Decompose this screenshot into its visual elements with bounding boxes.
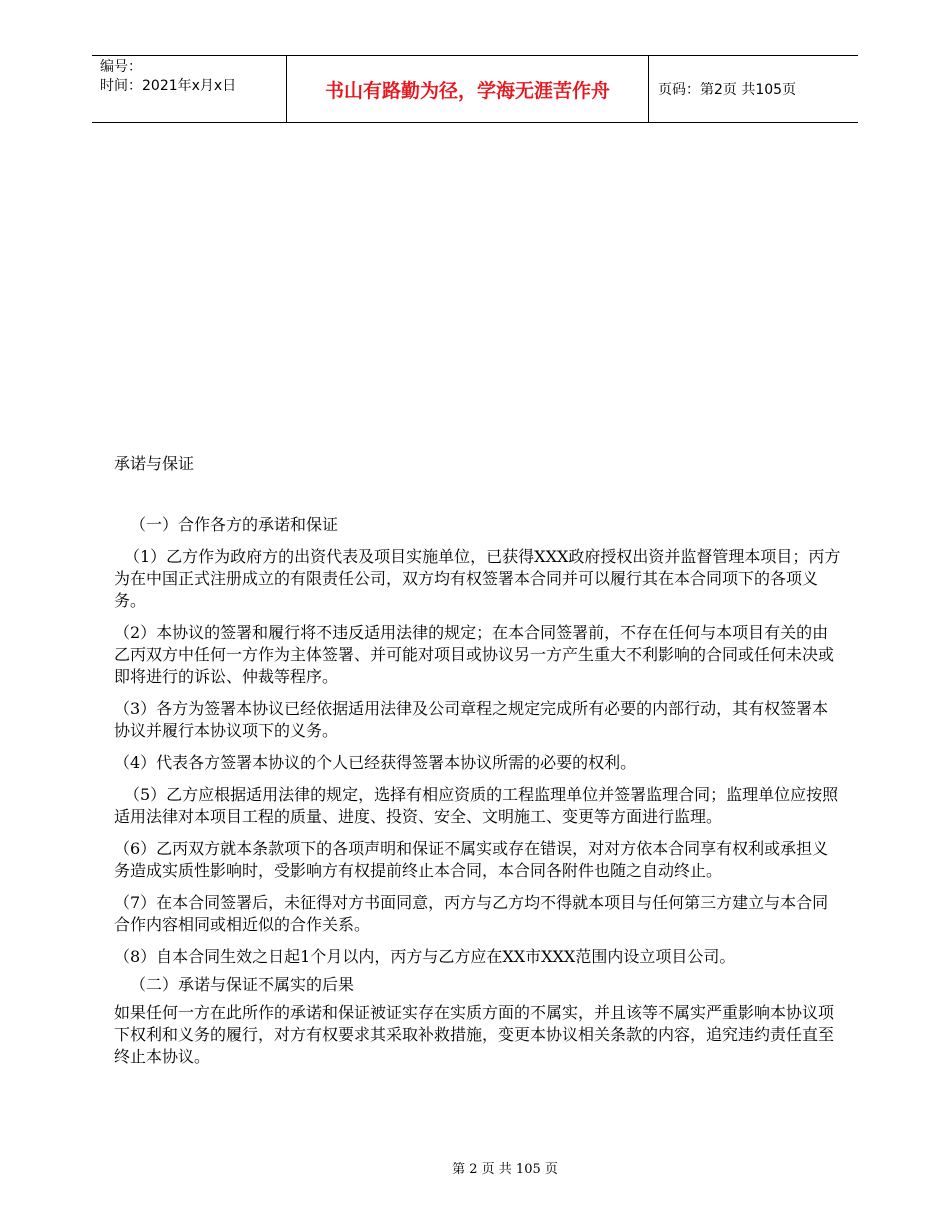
paragraph: （4）代表各方签署本协议的个人已经获得签署本协议所需的必要的权利。 xyxy=(114,753,637,772)
paragraph: （5）乙方应根据适用法律的规定，选择有相应资质的工程监理单位并签署监理合同；监理单位应按照适用法律对本项目工程的质量、进度、投资、安全、文明施工、变更等方面进行监理。 xyxy=(114,785,839,826)
paragraph: （8）自本合同生效之日起1个月以内，丙方与乙方应在XX市XXX范围内设立项目公司。 xyxy=(114,947,736,966)
paragraph: （6）乙丙双方就本条款项下的各项声明和保证不属实或存在错误，对对方依本合同享有权利或承担义务造成实质性影响时，受影响方有权提前终止本合同，本合同各附件也随之自动终止。 xyxy=(114,839,829,880)
section-heading: 承诺与保证 xyxy=(114,454,195,473)
header-page-info: 页码：第2页 共105页 xyxy=(658,82,797,98)
paragraph: （2）本协议的签署和履行将不违反适用法律的规定；在本合同签署前，不存在任何与本项目有关的由乙丙双方中任何一方作为主体签署、并可能对项目或协议另一方产生重大不利影响的合同或任何未决或即将进行的诉讼、仲裁等程序。 xyxy=(114,623,835,686)
document-time-label: 时间：2021年x月x日 xyxy=(100,78,237,94)
paragraph: （3）各方为签署本协议已经依据适用法律及公司章程之规定完成所有必要的内部行动，其有权签署本协议并履行本协议项下的义务。 xyxy=(114,699,829,740)
section-title: （二）承诺与保证不属实的后果 xyxy=(130,975,355,994)
header-meta xyxy=(100,58,286,96)
section-title: （一）合作各方的承诺和保证 xyxy=(130,515,339,534)
page-footer: 第 2 页 共 105 页 xyxy=(452,1162,558,1177)
document-number-label: 编号： xyxy=(100,59,142,75)
header-motto: 书山有路勤为径，学海无涯苦作舟 xyxy=(324,79,610,102)
paragraph: （1）乙方作为政府方的出资代表及项目实施单位，已获得XXX政府授权出资并监督管理本项目；丙方为在中国正式注册成立的有限责任公司，双方均有权签署本合同并可以履行其在本合同项下的各项义务。 xyxy=(114,547,841,610)
page-header xyxy=(92,55,858,123)
header-divider xyxy=(648,56,649,122)
paragraph: （7）在本合同签署后，未征得对方书面同意，丙方与乙方均不得就本项目与任何第三方建立与本合同合作内容相同或相近似的合作关系。 xyxy=(114,893,829,934)
document-body xyxy=(114,514,842,1068)
paragraph: 如果任何一方在此所作的承诺和保证被证实存在实质方面的不属实，并且该等不属实严重影响本协议项下权利和义务的履行，对方有权要求其采取补救措施，变更本协议相关条款的内容，追究违约责任直至终止本协议。 xyxy=(114,1003,835,1066)
